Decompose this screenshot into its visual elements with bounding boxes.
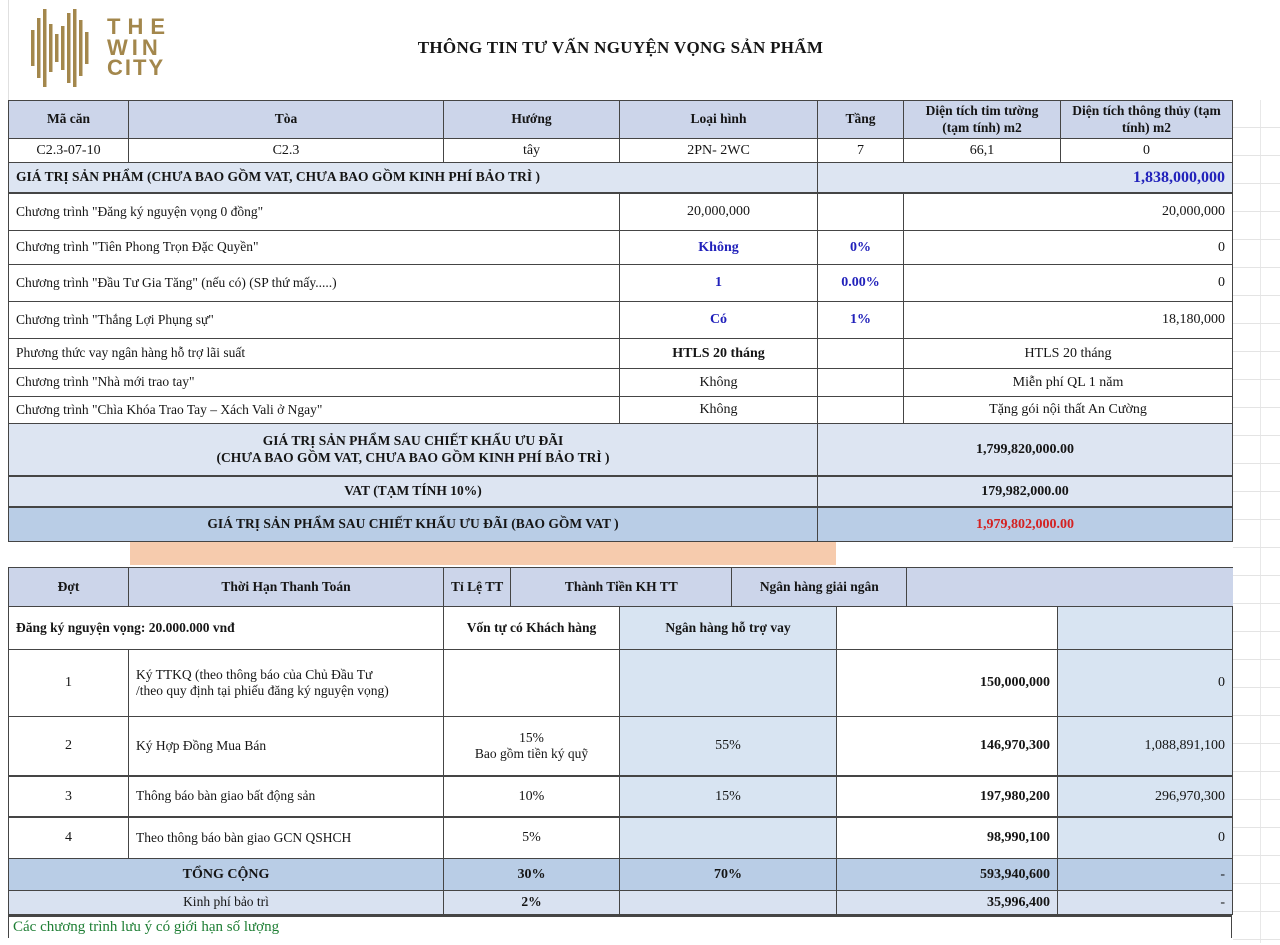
own-capital-line1: 15%: [519, 729, 544, 745]
payment-row: [9, 777, 1233, 818]
vat-label: VAT (TẠM TÍNH 10%): [9, 477, 818, 506]
col-header-direction: Hướng: [444, 101, 620, 138]
subtotal-label-line1: GIÁ TRỊ SẢN PHẨM SAU CHIẾT KHẤU ƯU ĐÃI: [262, 433, 564, 449]
brand-line-3: CITY: [107, 55, 166, 81]
unit-pricing-table: [8, 100, 1233, 542]
col-header-type: Loại hình: [620, 101, 818, 138]
bank-amount: 1,088,891,100: [1058, 717, 1233, 775]
program-value: HTLS 20 tháng: [620, 339, 818, 368]
col-header-deadline: Thời Hạn Thanh Toán: [129, 568, 444, 606]
program-row: [9, 369, 1233, 397]
unit-table-header-row: [9, 101, 1233, 139]
own-capital-pct: [444, 717, 620, 775]
maintenance-loan: [620, 891, 837, 914]
program-label: Chương trình "Nhà mới trao tay": [9, 369, 620, 396]
program-amount: 18,180,000: [904, 302, 1233, 338]
own-capital-pct: [444, 650, 620, 716]
program-label: Chương trình "Thắng Lợi Phụng sự": [9, 302, 620, 338]
type-value: 2PN- 2WC: [620, 139, 818, 162]
bank-loan-pct: [620, 650, 837, 716]
total-with-vat-value: 1,979,802,000.00: [818, 508, 1233, 541]
base-price-value: 1,838,000,000: [818, 163, 1233, 192]
payment-header-row: [9, 568, 1233, 607]
orange-highlight-strip: [130, 542, 836, 565]
program-rate: 0%: [818, 231, 904, 264]
program-value: Không: [620, 231, 818, 264]
base-price-label: GIÁ TRỊ SẢN PHẨM (CHƯA BAO GỒM VAT, CHƯA BAO GỒM KINH PHÍ BẢO TRÌ ): [9, 163, 818, 192]
clear-area-value: 0: [1061, 139, 1233, 162]
program-row: [9, 194, 1233, 231]
installment-number: 1: [9, 650, 129, 716]
program-label: Chương trình "Chìa Khóa Trao Tay – Xách Vali ở Ngay": [9, 397, 620, 423]
program-amount: HTLS 20 tháng: [904, 339, 1233, 368]
subtotal-value: 1,799,820,000.00: [818, 424, 1233, 475]
payment-row: [9, 717, 1233, 777]
program-value: 1: [620, 265, 818, 301]
payment-row: [9, 650, 1233, 717]
total-with-vat-row: [9, 508, 1233, 542]
subheader-own-capital: Vốn tự có Khách hàng: [444, 607, 620, 649]
maintenance-amount: 35,996,400: [837, 891, 1058, 914]
tower-value: C2.3: [129, 139, 444, 162]
page-title: THÔNG TIN TƯ VẤN NGUYỆN VỌNG SẢN PHẨM: [417, 38, 824, 57]
brand-line-1: THE: [107, 13, 172, 39]
col-header-wall-area: Diện tích tim tường (tạm tính) m2: [904, 101, 1061, 138]
subtotal-row: [9, 424, 1233, 477]
program-row: [9, 339, 1233, 369]
footnote: Các chương trình lưu ý có giới hạn số lượng: [8, 915, 1232, 938]
own-capital-pct: 10%: [444, 777, 620, 816]
customer-amount: 197,980,200: [837, 777, 1058, 816]
program-label: Chương trình "Tiên Phong Trọn Đặc Quyền": [9, 231, 620, 264]
unit-values-row: [9, 139, 1233, 163]
grand-total-bank: -: [1058, 859, 1233, 890]
base-price-row: [9, 163, 1233, 194]
customer-amount: 146,970,300: [837, 717, 1058, 775]
vat-row: [9, 477, 1233, 508]
col-header-ratio: Tỉ Lệ TT: [444, 568, 511, 606]
deposit-label: Đăng ký nguyện vọng: 20.000.000 vnđ: [9, 607, 444, 649]
subtotal-label: [9, 424, 818, 475]
program-value: 20,000,000: [620, 194, 818, 230]
grand-total-amount: 593,940,600: [837, 859, 1058, 890]
maintenance-label: Kinh phí bảo trì: [9, 891, 444, 914]
program-value: Không: [620, 369, 818, 396]
own-capital-line2: Bao gồm tiền ký quỹ: [474, 746, 589, 761]
unit-code-value: C2.3-07-10: [9, 139, 129, 162]
document-header: [8, 0, 1280, 100]
empty-cell: [1058, 607, 1233, 649]
empty-cell: [837, 607, 1058, 649]
grand-total-label: TỔNG CỘNG: [9, 859, 444, 890]
installment-desc: Thông báo bàn giao bất động sản: [129, 777, 444, 816]
total-with-vat-label: GIÁ TRỊ SẢN PHẨM SAU CHIẾT KHẤU ƯU ĐÃI (BAO GỒM VAT ): [9, 508, 818, 541]
brand-line-2: WIN: [107, 34, 162, 60]
grand-total-loan-pct: 70%: [620, 859, 837, 890]
program-label: Chương trình "Đăng ký nguyện vọng 0 đồng": [9, 194, 620, 230]
program-row: [9, 397, 1233, 424]
subheader-bank-loan: Ngân hàng hỗ trợ vay: [620, 607, 837, 649]
bank-loan-pct: 55%: [620, 717, 837, 775]
col-header-tower: Tòa: [129, 101, 444, 138]
spacer-band: [8, 542, 1232, 567]
subtotal-label-line2: (CHƯA BAO GỒM VAT, CHƯA BAO GỒM KINH PHÍ BẢO TRÌ ): [216, 449, 610, 465]
program-value: Có: [620, 302, 818, 338]
col-header-clear-area: Diện tích thông thủy (tạm tính) m2: [1061, 101, 1233, 138]
floor-value: 7: [818, 139, 904, 162]
spreadsheet-gridlines: [1233, 100, 1280, 943]
installment-desc: Theo thông báo bàn giao GCN QSHCH: [129, 818, 444, 858]
program-rate: 0.00%: [818, 265, 904, 301]
program-amount: 20,000,000: [904, 194, 1233, 230]
bank-loan-pct: [620, 818, 837, 858]
program-amount: Miễn phí QL 1 năm: [904, 369, 1233, 396]
program-rate: [818, 369, 904, 396]
program-rate: [818, 397, 904, 423]
installment-desc: Ký Hợp Đồng Mua Bán: [129, 717, 444, 775]
col-header-customer-amount: Thành Tiền KH TT: [511, 568, 732, 606]
bank-amount: 0: [1058, 650, 1233, 716]
program-value: Không: [620, 397, 818, 423]
installment-desc: [129, 650, 444, 716]
customer-amount: 150,000,000: [837, 650, 1058, 716]
program-amount: 0: [904, 265, 1233, 301]
program-label: Phương thức vay ngân hàng hỗ trợ lãi suất: [9, 339, 620, 368]
program-label: Chương trình "Đầu Tư Gia Tăng" (nếu có) (SP thứ mấy.....): [9, 265, 620, 301]
installment-desc-line2: /theo quy định tại phiếu đăng ký nguyện vọng): [136, 683, 389, 698]
maintenance-fee-row: [9, 891, 1233, 915]
installment-number: 3: [9, 777, 129, 816]
program-amount: Tặng gói nội thất An Cường: [904, 397, 1233, 423]
program-amount: 0: [904, 231, 1233, 264]
installment-desc-line1: Ký TTKQ (theo thông báo của Chủ Đầu Tư: [136, 666, 373, 682]
grand-total-own-pct: 30%: [444, 859, 620, 890]
bank-amount: 0: [1058, 818, 1233, 858]
col-header-floor: Tầng: [818, 101, 904, 138]
program-rate: [818, 339, 904, 368]
col-header-bank-disbursement: Ngân hàng giải ngân: [732, 568, 907, 606]
col-header-unit-code: Mã căn: [9, 101, 129, 138]
wall-area-value: 66,1: [904, 139, 1061, 162]
bank-loan-pct: 15%: [620, 777, 837, 816]
program-row: [9, 265, 1233, 302]
customer-amount: 98,990,100: [837, 818, 1058, 858]
grand-total-row: [9, 859, 1233, 891]
maintenance-bank: -: [1058, 891, 1233, 914]
direction-value: tây: [444, 139, 620, 162]
col-header-installment: Đợt: [9, 568, 129, 606]
vat-value: 179,982,000.00: [818, 477, 1233, 506]
maintenance-pct: 2%: [444, 891, 620, 914]
payment-row: [9, 818, 1233, 859]
program-row: [9, 231, 1233, 265]
payment-schedule-table: [8, 567, 1233, 915]
bank-amount: 296,970,300: [1058, 777, 1233, 816]
program-rate: 1%: [818, 302, 904, 338]
program-row: [9, 302, 1233, 339]
installment-number: 4: [9, 818, 129, 858]
deposit-subheader-row: [9, 607, 1233, 650]
own-capital-pct: 5%: [444, 818, 620, 858]
program-rate: [818, 194, 904, 230]
installment-number: 2: [9, 717, 129, 775]
